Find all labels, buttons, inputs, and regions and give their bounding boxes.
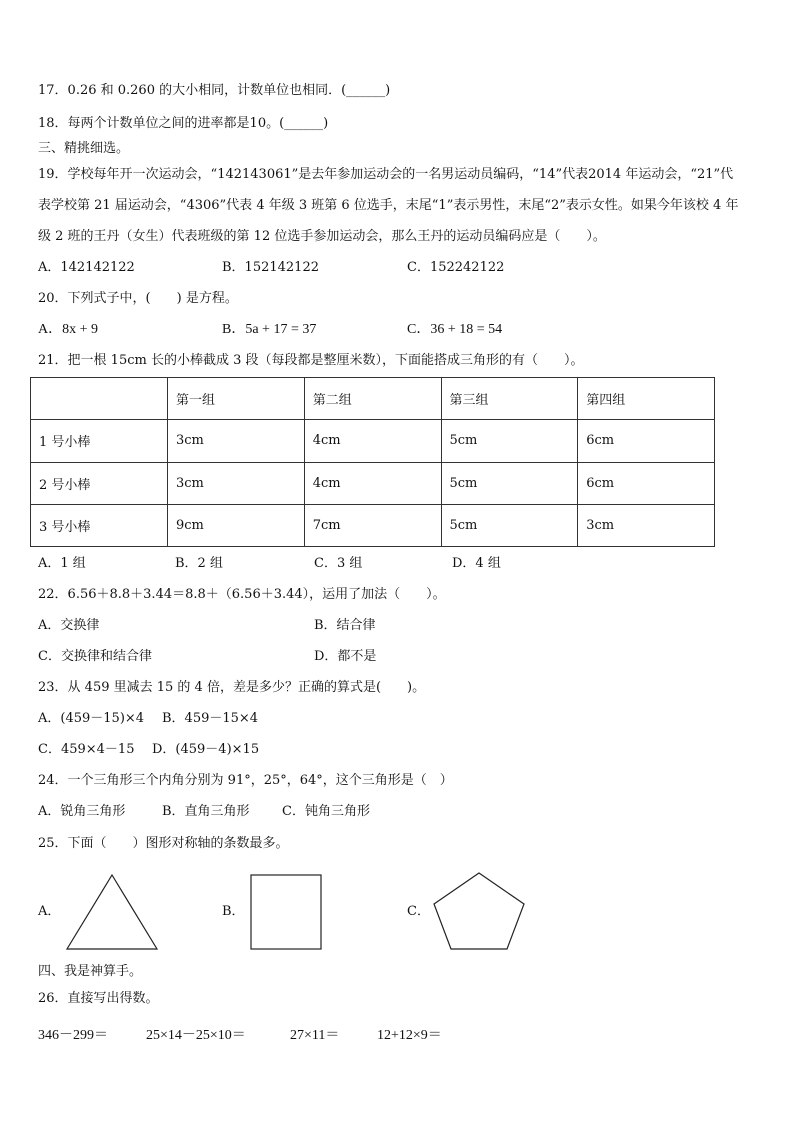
- q20-option-a[interactable]: A．8x + 9: [38, 322, 99, 337]
- q24-option-a[interactable]: A．锐角三角形: [38, 804, 126, 819]
- q23-option-c[interactable]: C．459×4－15: [38, 742, 135, 757]
- question-26: 26．直接写出得数。: [38, 991, 159, 1006]
- pentagon-shape: [430, 870, 528, 952]
- table-cell: 4cm: [304, 462, 441, 504]
- table-cell: 7cm: [304, 504, 441, 546]
- q23-option-a[interactable]: A．(459－15)×4: [38, 711, 145, 726]
- table-cell: [31, 378, 168, 420]
- q22-option-a[interactable]: A．交换律: [38, 618, 100, 633]
- table-cell: 4cm: [304, 420, 441, 462]
- calc-item-1[interactable]: 346－299＝: [38, 1028, 108, 1043]
- table-cell: 1 号小棒: [31, 420, 168, 462]
- table-cell: 第二组: [304, 378, 441, 420]
- q22-option-d[interactable]: D．都不是: [314, 649, 377, 664]
- table-cell: 6cm: [578, 462, 715, 504]
- table-cell: 2 号小棒: [31, 462, 168, 504]
- table-header-row: [31, 378, 715, 420]
- section-4-heading: 四、我是神算手。: [38, 964, 143, 979]
- q24-option-b[interactable]: B．直角三角形: [162, 804, 250, 819]
- table-row: [31, 462, 715, 504]
- q20-option-c[interactable]: C．36 + 18 = 54: [407, 322, 503, 337]
- table-cell: 第一组: [168, 378, 305, 420]
- question-25: 25．下面（ ）图形对称轴的条数最多。: [38, 836, 289, 851]
- q25-option-b[interactable]: B．: [222, 904, 245, 919]
- section-3-heading: 三、精挑细选。: [38, 141, 130, 156]
- q21-option-d[interactable]: D．4 组: [452, 556, 501, 571]
- table-cell: 6cm: [578, 420, 715, 462]
- question-22: 22．6.56＋8.8＋3.44＝8.8＋（6.56＋3.44），运用了加法（ ）。: [38, 587, 446, 602]
- q20-option-b[interactable]: B．5a + 17 = 37: [222, 322, 317, 337]
- q25-option-c[interactable]: C．: [407, 904, 430, 919]
- q22-option-c[interactable]: C．交换律和结合律: [38, 649, 152, 664]
- question-19-line-1: 19．学校每年开一次运动会，“142143061”是去年参加运动会的一名男运动员编码，“14”代表2014 年运动会，“21”代: [38, 167, 734, 182]
- q21-option-a[interactable]: A．1 组: [38, 556, 86, 571]
- q23-option-b[interactable]: B．459－15×4: [162, 711, 259, 726]
- q25-option-a[interactable]: A．: [38, 904, 61, 919]
- rods-table: [30, 377, 715, 547]
- question-21: 21．把一根 15cm 长的小棒截成 3 段（每段都是整厘米数），下面能搭成三角形的有（ ）。: [38, 353, 584, 368]
- table-cell: 3cm: [168, 420, 305, 462]
- table-cell: 5cm: [441, 462, 578, 504]
- table-cell: 3 号小棒: [31, 504, 168, 546]
- question-23: 23．从 459 里减去 15 的 4 倍，差是多少？正确的算式是( )。: [38, 680, 426, 695]
- question-24: 24．一个三角形三个内角分别为 91°，25°，64°，这个三角形是（ ）: [38, 773, 453, 788]
- square-shape: [248, 872, 324, 952]
- q23-option-d[interactable]: D．(459－4)×15: [152, 742, 260, 757]
- q21-option-b[interactable]: B．2 组: [175, 556, 223, 571]
- table-cell: 5cm: [441, 420, 578, 462]
- calc-item-4[interactable]: 12+12×9＝: [377, 1028, 442, 1043]
- question-17: 17．0.26 和 0.260 的大小相同，计数单位也相同．(______): [38, 83, 391, 98]
- table-cell: 5cm: [441, 504, 578, 546]
- question-18: 18．每两个计数单位之间的进率都是10。(______): [38, 116, 329, 131]
- q21-option-c[interactable]: C．3 组: [314, 556, 363, 571]
- q22-option-b[interactable]: B．结合律: [314, 618, 376, 633]
- q19-option-c[interactable]: C．152242122: [407, 260, 505, 275]
- question-20: 20．下列式子中，( ) 是方程。: [38, 291, 238, 306]
- triangle-shape: [64, 872, 160, 952]
- table-cell: 第四组: [578, 378, 715, 420]
- question-19-line-2: 表学校第 21 届运动会，“4306”代表 4 年级 3 班第 6 位选手，末尾“1”表示男性，末尾“2”表示女性。如果今年该校 4 年: [38, 198, 739, 213]
- table-row: [31, 504, 715, 546]
- q19-option-b[interactable]: B．152142122: [222, 260, 319, 275]
- table-row: [31, 420, 715, 462]
- question-19-line-3: 级 2 班的王丹（女生）代表班级的第 12 位选手参加运动会，那么王丹的运动员编码应是（ ）。: [38, 229, 606, 244]
- calc-item-2[interactable]: 25×14－25×10＝: [146, 1028, 246, 1043]
- table-cell: 9cm: [168, 504, 305, 546]
- table-cell: 3cm: [168, 462, 305, 504]
- calc-item-3[interactable]: 27×11＝: [290, 1028, 340, 1043]
- q24-option-c[interactable]: C．钝角三角形: [282, 804, 370, 819]
- q19-option-a[interactable]: A．142142122: [38, 260, 135, 275]
- table-cell: 第三组: [441, 378, 578, 420]
- table-cell: 3cm: [578, 504, 715, 546]
